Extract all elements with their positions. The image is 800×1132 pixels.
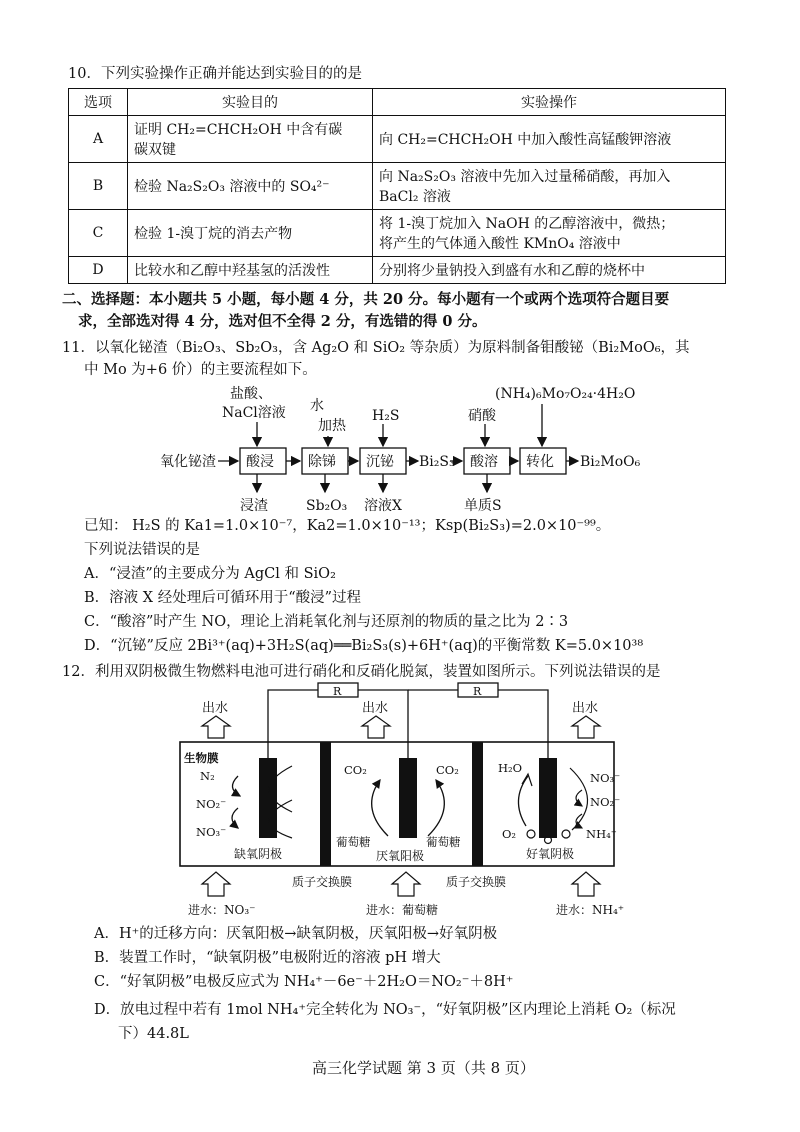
proton-membrane [472, 742, 483, 866]
q10-header-option: 选项 [69, 89, 128, 116]
flow-input-h2s: H₂S [372, 408, 400, 424]
q12-option-b: B．装置工作时，“缺氧阴极”电极附近的溶液 pH 增大 [94, 950, 441, 966]
flow-output-solution-x: 溶液X [364, 498, 402, 514]
species-glucose: 葡萄糖 [336, 835, 371, 849]
membrane-label: 质子交换膜 [292, 875, 353, 889]
flow-input-heat: 加热 [318, 418, 346, 434]
species-n2: N₂ [200, 769, 215, 783]
aim-line: 检验 1-溴丁烷的消去产物 [134, 226, 293, 242]
flow-input-nitric: 硝酸 [468, 408, 496, 424]
q10-row-option: D [69, 257, 128, 284]
q10-row-option: C [69, 210, 128, 257]
inlet-arrow [202, 872, 230, 896]
membrane-label: 质子交换膜 [446, 875, 507, 889]
conversion-arrow [428, 780, 444, 836]
q11-option-b: B．溶液 X 经处理后可循环用于“酸浸”过程 [84, 590, 362, 606]
bubble [562, 830, 570, 838]
op-line: 分别将少量钠投入到盛有水和乙醇的烧杯中 [379, 263, 645, 279]
flow-start: 氧化铋渣 [160, 454, 216, 470]
q12-option-a: A．H⁺的迁移方向：厌氧阳极→缺氧阴极，厌氧阳极→好氧阴极 [94, 926, 498, 942]
proton-membrane [320, 742, 331, 866]
q12-option-d-cont: 下）44.8L [118, 1026, 189, 1042]
conversion-arrow [576, 814, 582, 828]
species-o2: O₂ [502, 827, 517, 841]
flow-output-sulfur: 单质S [464, 498, 502, 514]
electrode-cathode-1 [259, 758, 277, 838]
op-line: 将 1-溴丁烷加入 NaOH 的乙醇溶液中，微热； [379, 216, 675, 232]
outlet-label: 出水 [202, 701, 229, 716]
q11-option-d: D．“沉铋”反应 2Bi³⁺(aq)+3H₂S(aq)══Bi₂S₃(s)+6H⁺(aq)的平衡常数 K=5.0×10³⁸ [84, 638, 644, 654]
inlet-label: 进水：葡萄糖 [366, 903, 439, 917]
curve [570, 768, 588, 830]
aim-line: 碳双键 [134, 142, 176, 158]
species-no2: NO₂⁻ [196, 797, 227, 811]
section-instructions: 求，全部选对得 4 分，选对但不全得 2 分，有选错的得 0 分。 [78, 313, 487, 330]
electrode-anode [399, 758, 417, 838]
outlet-label: 出水 [572, 701, 599, 716]
flow-intermediate: Bi₂S₃ [419, 454, 455, 470]
q10-header-aim: 实验目的 [128, 89, 373, 116]
species-no3: NO₃⁻ [196, 825, 227, 839]
q11-stem-cont: 中 Mo 为+6 价）的主要流程如下。 [84, 362, 317, 378]
species-h2o: H₂O [498, 761, 523, 775]
page-footer: 高三化学试题 第 3 页（共 8 页） [312, 1059, 535, 1077]
conversion-arrow [576, 790, 582, 806]
anode-label: 厌氧阳极 [376, 849, 425, 863]
q10-row-option: A [69, 116, 128, 163]
species-nh4: NH₄⁺ [586, 827, 617, 841]
resistor-label: R [333, 685, 342, 698]
cathode-2-label: 好氧阴极 [526, 847, 575, 861]
flow-input-nacl: NaCl溶液 [222, 405, 286, 421]
q11-stem: 11．以氧化铋渣（Bi₂O₃、Sb₂O₃，含 Ag₂O 和 SiO₂ 等杂质）为原料制备钼酸铋（Bi₂MoO₆，其 [62, 340, 690, 356]
flow-step-2: 除锑 [308, 454, 336, 470]
aim-line: 证明 CH₂=CHCH₂OH 中含有碳 [134, 122, 343, 138]
flow-end: Bi₂MoO₆ [580, 454, 641, 470]
q12-option-c: C．“好氧阴极”电极反应式为 NH₄⁺－6e⁻＋2H₂O＝NO₂⁻＋8H⁺ [94, 974, 514, 990]
flow-step-4: 酸溶 [470, 454, 498, 470]
flow-input-water: 水 [310, 398, 324, 414]
electrode-cathode-2 [539, 758, 557, 838]
flow-output-sb2o3: Sb₂O₃ [306, 498, 348, 514]
cathode-1-label: 缺氧阴极 [234, 847, 283, 861]
inlet-arrow [572, 872, 600, 896]
aim-line: 比较水和乙醇中羟基氢的活泼性 [134, 263, 330, 279]
inlet-arrow [392, 872, 420, 896]
biofilm-label: 生物膜 [184, 751, 219, 765]
flow-input-molybdate: (NH₄)₆Mo₇O₂₄·4H₂O [495, 386, 636, 402]
inlet-label: 进水：NO₃⁻ [188, 903, 256, 917]
q12-stem: 12．利用双阴极微生物燃料电池可进行硝化和反硝化脱氮，装置如图所示。下列说法错误的是 [62, 664, 661, 680]
outlet-arrow [362, 716, 390, 738]
species-co2: CO₂ [344, 763, 367, 777]
inlet-label: 进水：NH₄⁺ [556, 903, 625, 917]
conversion-arrow [232, 808, 238, 828]
q11-ask: 下列说法错误的是 [84, 542, 200, 558]
outlet-label: 出水 [362, 701, 389, 716]
conversion-arrow [232, 776, 240, 796]
q12-option-d: D．放电过程中若有 1mol NH₄⁺完全转化为 NO₃⁻，“好氧阴极”区内理论上消耗 O₂（标况 [94, 1002, 676, 1018]
q10-stem: 10．下列实验操作正确并能达到实验目的的是 [68, 66, 362, 82]
q11-known: 已知： H₂S 的 Ka1=1.0×10⁻⁷，Ka2=1.0×10⁻¹³；Ksp(Bi₂S₃)=2.0×10⁻⁹⁹。 [84, 518, 611, 534]
flow-step-1: 酸浸 [246, 454, 274, 470]
species-no2: NO₂⁻ [590, 795, 621, 809]
op-line: 向 Na₂S₂O₃ 溶液中先加入过量稀硝酸，再加入 [379, 169, 671, 185]
section-heading: 二、选择题：本小题共 5 小题，每小题 4 分，共 20 分。每小题有一个或两个选项符合题目要 [62, 291, 670, 308]
op-line: BaCl₂ 溶液 [379, 189, 451, 205]
op-line: 将产生的气体通入酸性 KMnO₄ 溶液中 [379, 236, 621, 252]
species-no3: NO₃⁻ [590, 771, 621, 785]
curve [518, 776, 528, 826]
bubble [527, 830, 535, 838]
flow-output-residue: 浸渣 [240, 498, 268, 514]
flow-step-3: 沉铋 [366, 454, 394, 470]
species-co2: CO₂ [436, 763, 459, 777]
outlet-arrow [572, 716, 600, 738]
flow-step-5: 转化 [526, 454, 554, 470]
species-glucose: 葡萄糖 [426, 835, 461, 849]
op-line: 向 CH₂=CHCH₂OH 中加入酸性高锰酸钾溶液 [379, 132, 672, 148]
flow-input-acid: 盐酸、 [230, 386, 272, 402]
conversion-arrow [372, 780, 388, 836]
outlet-arrow [202, 716, 230, 738]
resistor-label: R [473, 685, 482, 698]
q10-header-operation: 实验操作 [373, 89, 726, 116]
q11-option-c: C．“酸溶”时产生 NO，理论上消耗氧化剂与还原剂的物质的量之比为 2∶3 [84, 614, 569, 630]
q11-option-a: A．“浸渣”的主要成分为 AgCl 和 SiO₂ [84, 566, 336, 582]
aim-line: 检验 Na₂S₂O₃ 溶液中的 SO₄²⁻ [134, 179, 330, 195]
q10-row-option: B [69, 163, 128, 210]
